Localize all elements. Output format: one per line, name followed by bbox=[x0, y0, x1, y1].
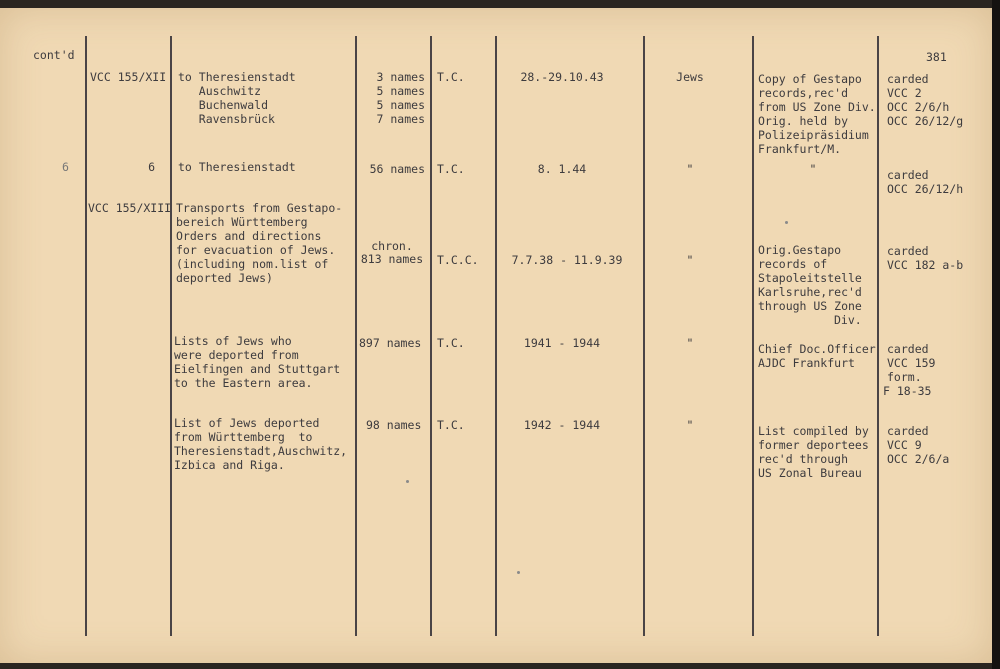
ref-number: VCC 155/XIII bbox=[88, 201, 172, 215]
content-line: from Württemberg to bbox=[174, 430, 313, 444]
source-line: Stapoleitstelle bbox=[758, 271, 862, 285]
paper-speck bbox=[406, 480, 409, 483]
content-line: were deported from bbox=[174, 348, 299, 362]
status-line: VCC 159 bbox=[887, 356, 936, 370]
source-line: " bbox=[809, 162, 817, 176]
source-line: Orig. held by bbox=[758, 114, 849, 128]
status-line: OCC 2/6/h bbox=[887, 100, 950, 114]
source-line: through US Zone bbox=[758, 299, 862, 313]
content-line: to Theresienstadt bbox=[178, 160, 296, 174]
column-rule bbox=[430, 36, 432, 636]
content-line: Buchenwald bbox=[178, 98, 269, 112]
content-line: deported Jews) bbox=[176, 271, 273, 285]
content-line: List of Jews deported bbox=[174, 416, 320, 430]
group: " bbox=[686, 253, 694, 267]
source-line: from US Zone Div. bbox=[758, 100, 876, 114]
doc-type: T.C. bbox=[437, 336, 465, 350]
date-range: 28.-29.10.43 bbox=[520, 70, 604, 84]
status-line: OCC 26/12/g bbox=[887, 114, 964, 128]
content-line: Izbica and Riga. bbox=[174, 458, 285, 472]
status-line: OCC 2/6/a bbox=[887, 452, 950, 466]
content-line: Orders and directions bbox=[176, 229, 322, 243]
source-line: Orig.Gestapo bbox=[758, 243, 842, 257]
source-line: records,rec'd bbox=[758, 86, 849, 100]
status-line: VCC 2 bbox=[887, 86, 922, 100]
content-line: for evacuation of Jews. bbox=[176, 243, 336, 257]
status-line: F 18-35 bbox=[883, 384, 932, 398]
content-line: Ravensbrück bbox=[178, 112, 275, 126]
column-rule bbox=[877, 36, 879, 636]
content-line: Auschwitz bbox=[178, 84, 262, 98]
doc-type: T.C.C. bbox=[437, 253, 479, 267]
content-line: bereich Württemberg bbox=[176, 215, 308, 229]
source-line: Frankfurt/M. bbox=[758, 142, 842, 156]
source-line: AJDC Frankfurt bbox=[758, 356, 855, 370]
source-line: Copy of Gestapo bbox=[758, 72, 862, 86]
names-count: 7 names bbox=[376, 112, 425, 126]
source-line: records of bbox=[758, 257, 828, 271]
group: " bbox=[686, 418, 694, 432]
status-line: carded bbox=[887, 168, 929, 182]
content-line: Eielfingen and Stuttgart bbox=[174, 362, 341, 376]
source-line: Div. bbox=[834, 313, 862, 327]
status-line: OCC 26/12/h bbox=[887, 182, 964, 196]
source-line: former deportees bbox=[758, 438, 869, 452]
content-line: to the Eastern area. bbox=[174, 376, 313, 390]
scan-edge bbox=[992, 0, 1000, 669]
group: " bbox=[686, 336, 694, 350]
group: " bbox=[686, 162, 694, 176]
names-count: chron. bbox=[371, 239, 413, 253]
status-line: carded bbox=[887, 72, 929, 86]
source-line: US Zonal Bureau bbox=[758, 466, 862, 480]
column-rule bbox=[643, 36, 645, 636]
source-line: rec'd through bbox=[758, 452, 849, 466]
page-number: 381 bbox=[926, 50, 947, 64]
content-line: to Theresienstadt bbox=[178, 70, 296, 84]
source-line: Karlsruhe,rec'd bbox=[758, 285, 862, 299]
status-line: carded bbox=[887, 424, 929, 438]
paper-speck bbox=[517, 571, 520, 574]
date-range: 7.7.38 - 11.9.39 bbox=[511, 253, 623, 267]
doc-type: T.C. bbox=[437, 70, 465, 84]
contd-label: cont'd bbox=[33, 48, 75, 62]
names-count: 56 names bbox=[369, 162, 425, 176]
source-line: List compiled by bbox=[758, 424, 869, 438]
names-count: 5 names bbox=[376, 84, 425, 98]
date-range: 8. 1.44 bbox=[537, 162, 587, 176]
names-count: 813 names bbox=[360, 252, 424, 266]
column-rule bbox=[752, 36, 754, 636]
column-rule bbox=[355, 36, 357, 636]
ref-number: 6 bbox=[148, 160, 155, 174]
serial-number: 6 bbox=[62, 160, 69, 174]
status-line: VCC 9 bbox=[887, 438, 922, 452]
names-count: 5 names bbox=[376, 98, 425, 112]
content-line: Transports from Gestapo- bbox=[176, 201, 343, 215]
paper-speck bbox=[785, 221, 788, 224]
status-line: carded bbox=[887, 342, 929, 356]
status-line: carded bbox=[887, 244, 929, 258]
index-card-page bbox=[0, 8, 992, 663]
names-count: 3 names bbox=[376, 70, 425, 84]
doc-type: T.C. bbox=[437, 418, 465, 432]
content-line: Theresienstadt,Auschwitz, bbox=[174, 444, 348, 458]
date-range: 1942 - 1944 bbox=[523, 418, 601, 432]
column-rule bbox=[85, 36, 87, 636]
group: Jews bbox=[676, 70, 704, 84]
content-line: (including nom.list of bbox=[176, 257, 329, 271]
status-line: form. bbox=[887, 370, 922, 384]
content-line: Lists of Jews who bbox=[174, 334, 292, 348]
source-line: Polizeipräsidium bbox=[758, 128, 869, 142]
ref-number: VCC 155/XII bbox=[90, 70, 167, 84]
doc-type: T.C. bbox=[437, 162, 465, 176]
date-range: 1941 - 1944 bbox=[523, 336, 601, 350]
status-line: VCC 182 a-b bbox=[887, 258, 964, 272]
column-rule bbox=[170, 36, 172, 636]
names-count: 897 names bbox=[359, 336, 422, 350]
names-count: 98 names bbox=[366, 418, 422, 432]
source-line: Chief Doc.Officer bbox=[758, 342, 876, 356]
